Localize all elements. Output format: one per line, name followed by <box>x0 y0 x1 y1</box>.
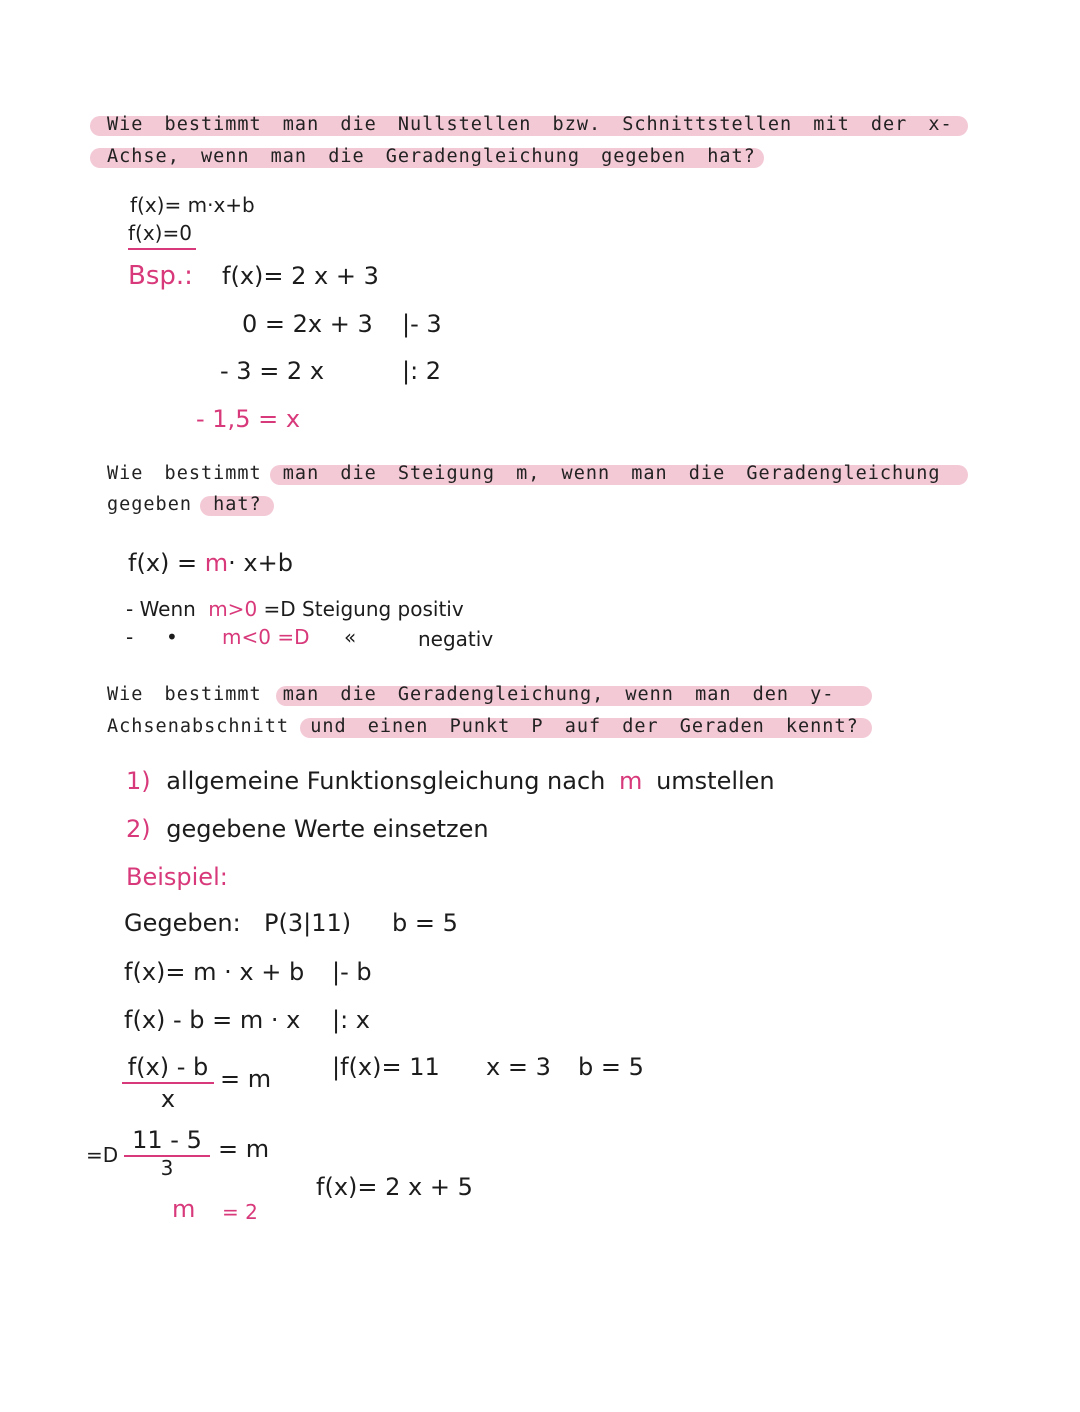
fraction-numerator: f(x) - b <box>122 1052 214 1084</box>
fraction-rhs: = m <box>220 1065 272 1093</box>
slope-rule-negative-dot: • <box>166 625 178 649</box>
slope-formula <box>128 548 293 578</box>
example-equation: f(x)= 2 x + 3 <box>222 262 379 290</box>
slope-formula-m: m <box>204 549 229 577</box>
method-step1 <box>126 766 775 796</box>
step1-text-end: umstellen <box>656 767 775 795</box>
rearrange-step2: f(x) - b = m · x <box>124 1006 301 1034</box>
fraction-numerator: 11 - 5 <box>124 1125 210 1157</box>
zero-condition: f(x)=0 <box>128 218 196 250</box>
values-fx: |f(x)= 11 <box>332 1053 440 1081</box>
given-label: Gegeben: <box>124 909 241 937</box>
solve-result: - 1,5 = x <box>196 405 301 433</box>
slope-formula-lhs: f(x) = <box>128 549 205 577</box>
given-point: P(3|11) <box>264 909 352 937</box>
general-formula: f(x)= m·x+b <box>130 193 255 217</box>
fraction-rhs: = m <box>218 1135 270 1163</box>
question-geradengleichung-line1: Wie bestimmt man die Geradengleichung, wenn man den y- <box>107 684 835 705</box>
slope-m-label: m <box>172 1195 196 1223</box>
fraction-denominator: 3 <box>160 1156 174 1180</box>
question-nullstellen-line2: Achse, wenn man die Geradengleichung gegeben hat? <box>107 146 756 167</box>
question-nullstellen-line1: Wie bestimmt man die Nullstellen bzw. Schnittstellen mit der x- <box>107 114 953 135</box>
values-x: x = 3 <box>486 1053 551 1081</box>
rule-result-positive: =D Steigung positiv <box>263 597 464 621</box>
slope-formula-rhs: · x+b <box>228 549 293 577</box>
solve-step1: 0 = 2x + 3 <box>242 310 373 338</box>
step1-number: 1) <box>126 767 151 795</box>
step1-text: allgemeine Funktionsgleichung nach <box>166 767 606 795</box>
slope-rule-negative-prefix: - <box>126 625 134 649</box>
solve-step2: - 3 = 2 x <box>220 357 325 385</box>
rule-condition-negative: m<0 =D <box>222 625 310 649</box>
implies-arrow: =D <box>86 1143 119 1167</box>
rule-condition-positive: m>0 <box>208 597 258 621</box>
solve-step2-op: |: 2 <box>402 357 442 385</box>
slope-m-value: = 2 <box>222 1200 258 1224</box>
question-steigung-line2: gegeben hat? <box>107 494 262 515</box>
question-geradengleichung-line2: Achsenabschnitt und einen Punkt P auf der Geraden kennt? <box>107 716 859 737</box>
example-label: Bsp.: <box>128 261 193 291</box>
rule-prefix: - Wenn <box>126 597 196 621</box>
given-intercept: b = 5 <box>392 909 458 937</box>
question-steigung-line1: Wie bestimmt man die Steigung m, wenn man die Geradengleichung <box>107 463 941 484</box>
solve-step1-op: |- 3 <box>402 310 442 338</box>
step1-m: m <box>619 767 643 795</box>
fraction-denominator: x <box>160 1085 176 1113</box>
values-b: b = 5 <box>578 1053 644 1081</box>
step2-text: gegebene Werte einsetzen <box>166 815 489 843</box>
rule-result-negative: negativ <box>418 627 494 651</box>
rearrange-step1: f(x)= m · x + b <box>124 958 305 986</box>
example-label: Beispiel: <box>126 863 228 891</box>
fraction-substituted <box>124 1125 210 1179</box>
final-equation: f(x)= 2 x + 5 <box>316 1173 473 1201</box>
rearrange-step1-op: |- b <box>332 958 372 986</box>
slope-rule-positive <box>126 594 464 624</box>
ditto-mark: « <box>344 625 357 649</box>
method-step2 <box>126 814 489 844</box>
rearrange-step2-op: |: x <box>332 1006 371 1034</box>
fraction-solved-m <box>122 1052 214 1114</box>
step2-number: 2) <box>126 815 151 843</box>
